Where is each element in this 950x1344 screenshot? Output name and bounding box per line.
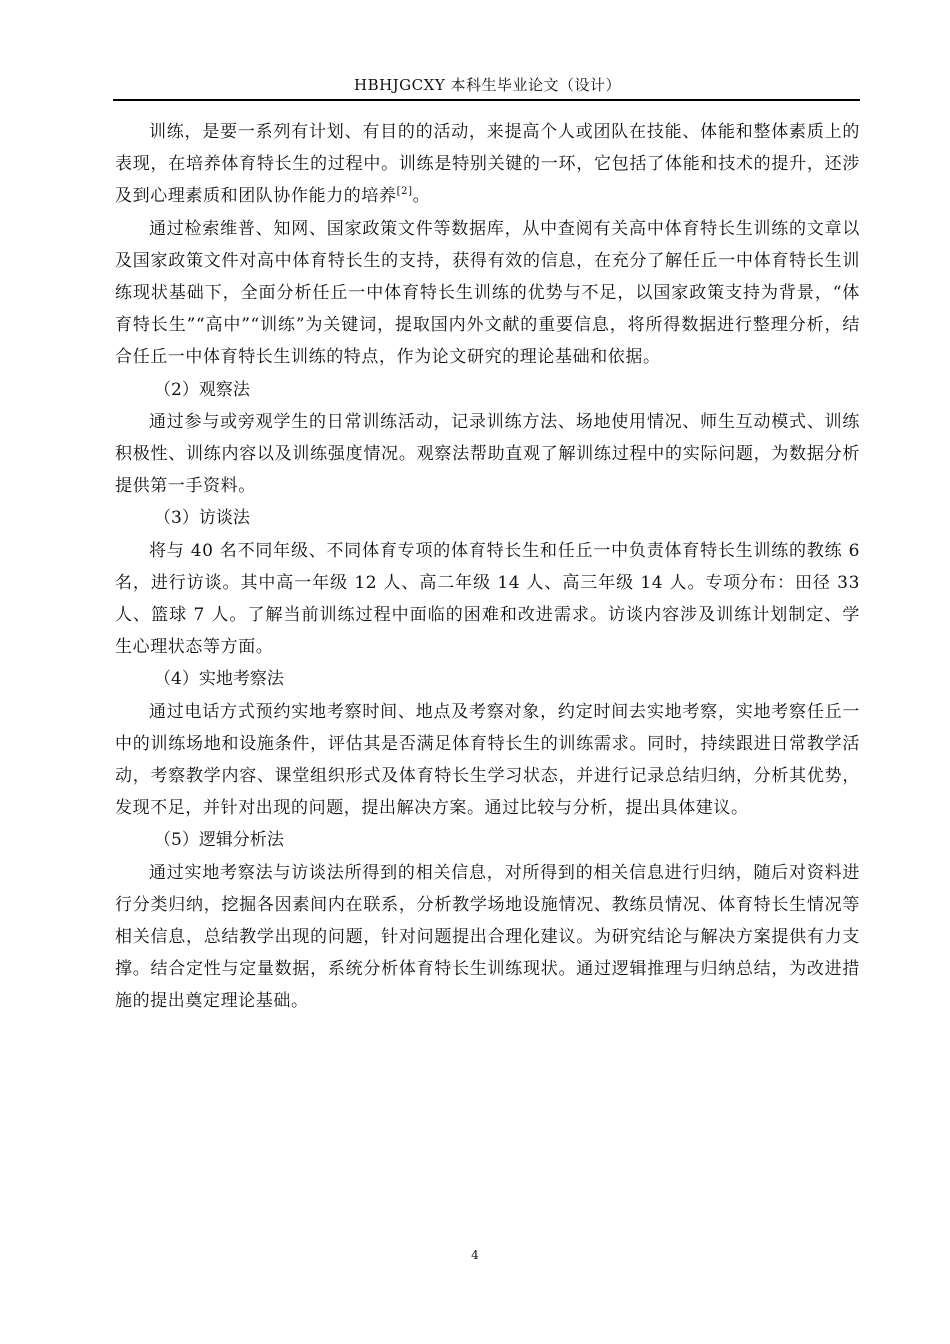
subheading-interview: （3）访谈法 xyxy=(154,508,250,529)
paragraph-field-study-method: 通过电话方式预约实地考察时间、地点及考察对象，约定时间去实地考察，实地考察任丘一中的训练场地和设施条件，评估其是否满足体育特长生的训练需求。同时，持续跟进日常教学活动，考察教学内容、课堂组织形式及体育特长生学习状态，并进行记录总结归纳，分析其优势，发现不足，并针对出现的问题，提出解决方案。通过比较与分析，提出具体建议。 xyxy=(115,701,860,819)
header-divider xyxy=(113,99,860,101)
page-number: 4 xyxy=(471,1248,479,1262)
paragraph-tail: 。 xyxy=(412,186,431,207)
citation-ref: [2] xyxy=(396,186,413,198)
running-header: HBHJGCXY 本科生毕业论文（设计） xyxy=(353,76,621,94)
paragraph-literature-method: 通过检索维普、知网、国家政策文件等数据库，从中查阅有关高中体育特长生训练的文章以及国家政策文件对高中体育特长生的支持，获得有效的信息，在充分了解任丘一中体育特长生训练现状基础下，全面分析任丘一中体育特长生训练的优势与不足，以国家政策支持为背景，“体育特长生”“高中”“训练”为关键词，提取国内外文献的重要信息，将所得数据进行整理分析，结合任丘一中体育特长生训练的特点，作为论文研究的理论基础和依据。 xyxy=(115,218,860,368)
subheading-observation: （2）观察法 xyxy=(154,379,250,400)
paragraph-logical-analysis-method: 通过实地考察法与访谈法所得到的相关信息，对所得到的相关信息进行归纳，随后对资料进行分类归纳，挖掘各因素间内在联系，分析教学场地设施情况、教练员情况、体育特长生情况等相关信息，总结教学出现的问题，针对问题提出合理化建议。为研究结论与解决方案提供有力支撑。结合定性与定量数据，系统分析体育特长生训练现状。通过逻辑推理与归纳总结，为改进措施的提出奠定理论基础。 xyxy=(115,862,860,1012)
paragraph-observation-method: 通过参与或旁观学生的日常训练活动，记录训练方法、场地使用情况、师生互动模式、训练积极性、训练内容以及训练强度情况。观察法帮助直观了解训练过程中的实际问题，为数据分析提供第一手资料。 xyxy=(115,411,860,497)
paragraph-training-definition xyxy=(115,116,860,213)
subheading-logical-analysis: （5）逻辑分析法 xyxy=(154,830,284,851)
paragraph-interview-method: 将与 40 名不同年级、不同体育专项的体育特长生和任丘一中负责体育特长生训练的教练 6 名，进行访谈。其中高一年级 12 人、高二年级 14 人、高三年级 14 人。专项分布：田径 33 人、篮球 7 人。了解当前训练过程中面临的困难和改进需求。访谈内容涉及训练计划制定、学生心理状态等方面。 xyxy=(115,540,860,658)
paragraph-text: 训练，是要一系列有计划、有目的的活动，来提高个人或团队在技能、体能和整体素质上的表现，在培养体育特长生的过程中。训练是特别关键的一环，它包括了体能和技术的提升，还涉及到心理素质和团队协作能力的培养 xyxy=(115,122,860,207)
subheading-field-study: （4）实地考察法 xyxy=(154,669,284,690)
body-text xyxy=(115,116,860,1018)
